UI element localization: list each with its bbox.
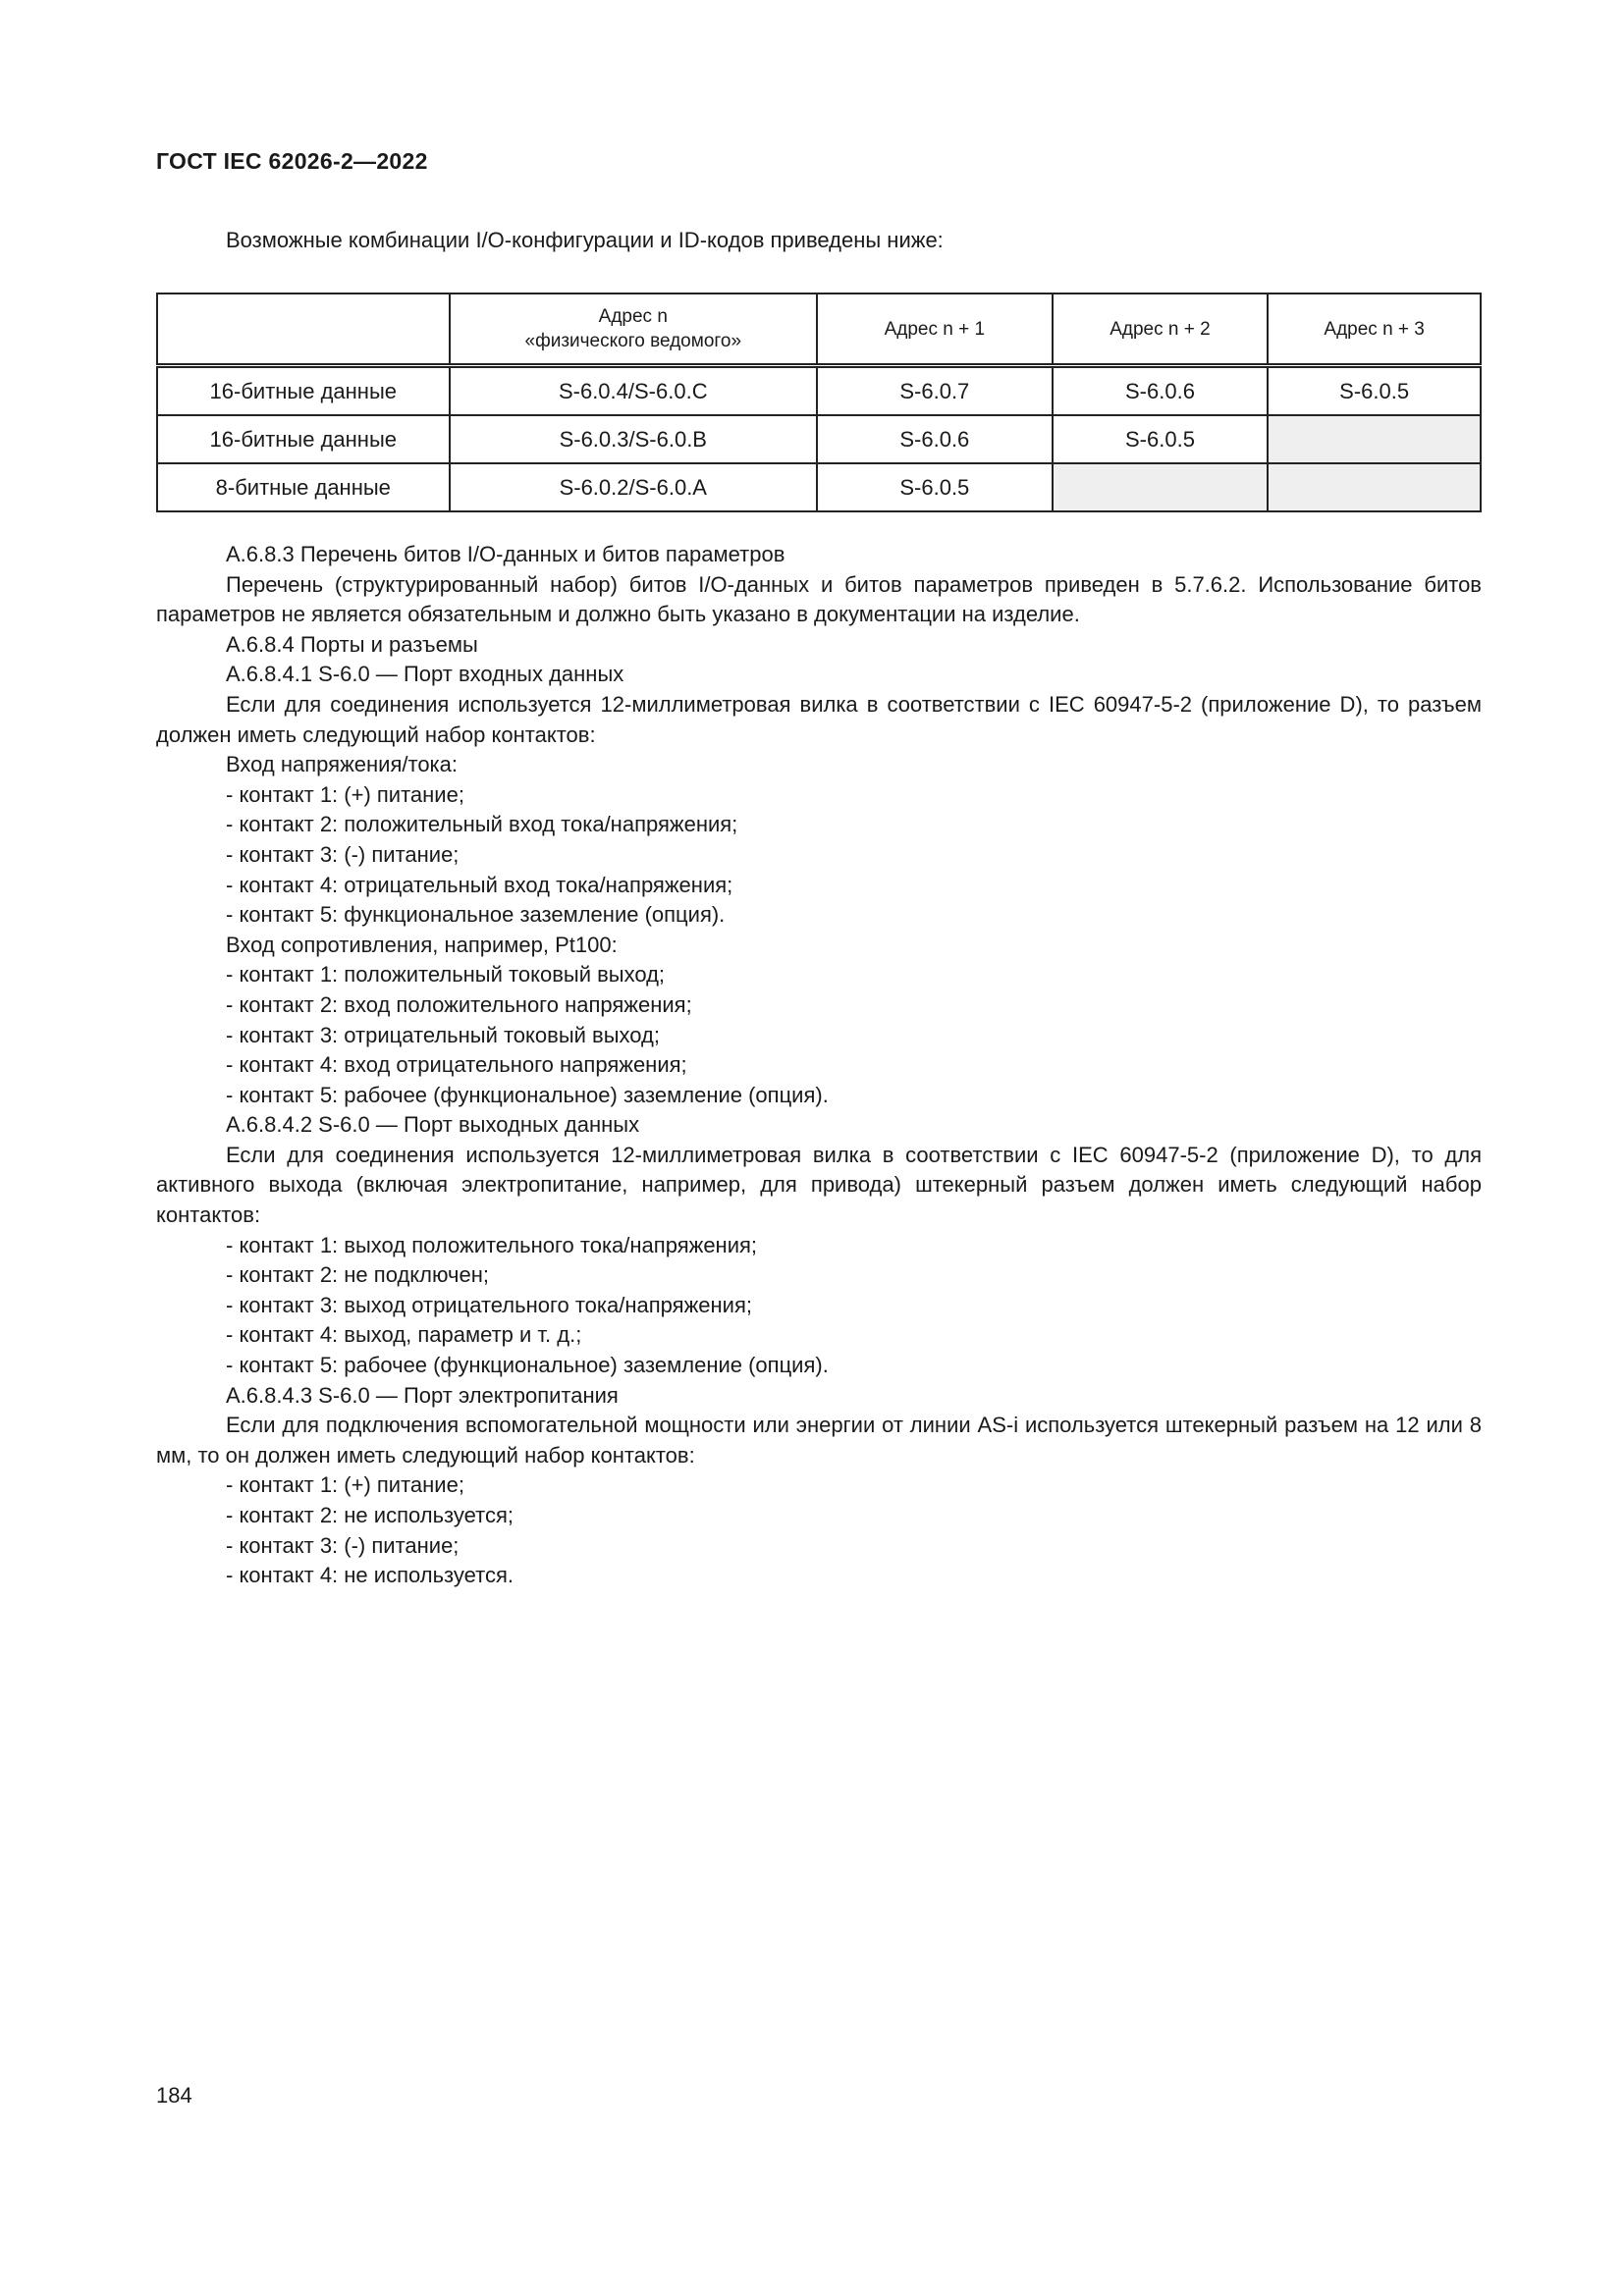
header-cell-address-n2: Адрес n + 2	[1053, 294, 1269, 366]
table-cell: S-6.0.7	[817, 366, 1053, 416]
section-heading: A.6.8.4 Порты и разъемы	[226, 631, 478, 657]
table-cell: S-6.0.5	[817, 463, 1053, 511]
section-heading: A.6.8.3 Перечень битов I/O-данных и битов параметров	[226, 542, 785, 566]
paragraph: Если для соединения используется 12-миллиметровая вилка в соответствии с IEC 60947-5-2 (приложение D), то для активного выхода (включая электропитание, например, для привода) штекерный разъем должен иметь следующий набор контактов:	[156, 1142, 1482, 1228]
list-item: - контакт 4: отрицательный вход тока/напряжения;	[226, 872, 733, 897]
list-item: - контакт 4: вход отрицательного напряжения;	[226, 1052, 687, 1078]
section-heading: A.6.8.4.3 S-6.0 — Порт электропитания	[226, 1382, 619, 1408]
table-cell: S-6.0.3/S-6.0.B	[450, 415, 817, 463]
list-item: - контакт 2: не используется;	[226, 1503, 514, 1527]
list-item: - контакт 4: не используется.	[226, 1563, 514, 1588]
header-cell-empty	[157, 294, 450, 366]
table-cell: S-6.0.5	[1268, 366, 1481, 416]
list-item: - контакт 3: (-) питание;	[226, 841, 460, 867]
list-item: - контакт 1: (+) питание;	[226, 1472, 464, 1498]
body-text	[156, 540, 1482, 1591]
table-row	[157, 415, 1481, 463]
header-cell-address-n	[450, 294, 817, 366]
table-cell: S-6.0.6	[817, 415, 1053, 463]
table-cell: S-6.0.6	[1053, 366, 1269, 416]
paragraph: Если для подключения вспомогательной мощности или энергии от линии AS-i используется штекерный разъем на 12 или 8 мм, то он должен иметь следующий набор контактов:	[156, 1413, 1482, 1468]
list-item: - контакт 4: выход, параметр и т. д.;	[226, 1322, 582, 1348]
list-item: - контакт 1: выход положительного тока/напряжения;	[226, 1232, 758, 1257]
table-cell: 8-битные данные	[157, 463, 450, 511]
list-item: - контакт 1: положительный токовый выход;	[226, 962, 666, 988]
section-heading: A.6.8.4.1 S-6.0 — Порт входных данных	[226, 662, 624, 687]
table-header-row	[157, 294, 1481, 366]
header-address-n-line1: Адрес n «физического ведомого»	[524, 306, 742, 351]
table-cell-empty	[1053, 463, 1269, 511]
document-header: ГОСТ IEC 62026-2—2022	[156, 148, 428, 174]
page-number: 184	[156, 2083, 192, 2108]
table-cell-empty	[1268, 463, 1481, 511]
list-item: - контакт 5: рабочее (функциональное) заземление (опция).	[226, 1082, 829, 1107]
intro-text: Возможные комбинации I/O-конфигурации и ID-кодов приведены ниже:	[226, 228, 944, 252]
list-item: - контакт 3: выход отрицательного тока/напряжения;	[226, 1292, 752, 1317]
list-item: - контакт 1: (+) питание;	[226, 781, 464, 807]
table-cell: 16-битные данные	[157, 415, 450, 463]
table-cell: S-6.0.2/S-6.0.A	[450, 463, 817, 511]
list-item: - контакт 2: не подключен;	[226, 1262, 489, 1288]
list-item: - контакт 2: вход положительного напряжения;	[226, 991, 692, 1017]
header-cell-address-n1: Адрес n + 1	[817, 294, 1053, 366]
table-cell: 16-битные данные	[157, 366, 450, 416]
list-heading: Вход напряжения/тока:	[226, 752, 459, 777]
paragraph: Перечень (структурированный набор) битов I/O-данных и битов параметров приведен в 5.7.6.2. Использование битов параметров не является обязательным и должно быть указано в документации на изделие.	[156, 571, 1482, 627]
table-cell: S-6.0.4/S-6.0.C	[450, 366, 817, 416]
table-cell-empty	[1268, 415, 1481, 463]
list-item: - контакт 5: рабочее (функциональное) заземление (опция).	[226, 1353, 829, 1378]
list-item: - контакт 5: функциональное заземление (опция).	[226, 902, 726, 928]
io-id-table	[156, 293, 1482, 512]
section-heading: A.6.8.4.2 S-6.0 — Порт выходных данных	[226, 1112, 640, 1138]
paragraph: Если для соединения используется 12-миллиметровая вилка в соответствии с IEC 60947-5-2 (приложение D), то разъем должен иметь следующий набор контактов:	[156, 691, 1482, 747]
list-heading: Вход сопротивления, например, Pt100:	[226, 932, 618, 957]
table-row	[157, 463, 1481, 511]
list-item: - контакт 2: положительный вход тока/напряжения;	[226, 812, 738, 837]
list-item: - контакт 3: (-) питание;	[226, 1532, 460, 1558]
table-row	[157, 366, 1481, 416]
list-item: - контакт 3: отрицательный токовый выход;	[226, 1022, 661, 1047]
table-cell: S-6.0.5	[1053, 415, 1269, 463]
header-cell-address-n3: Адрес n + 3	[1268, 294, 1481, 366]
